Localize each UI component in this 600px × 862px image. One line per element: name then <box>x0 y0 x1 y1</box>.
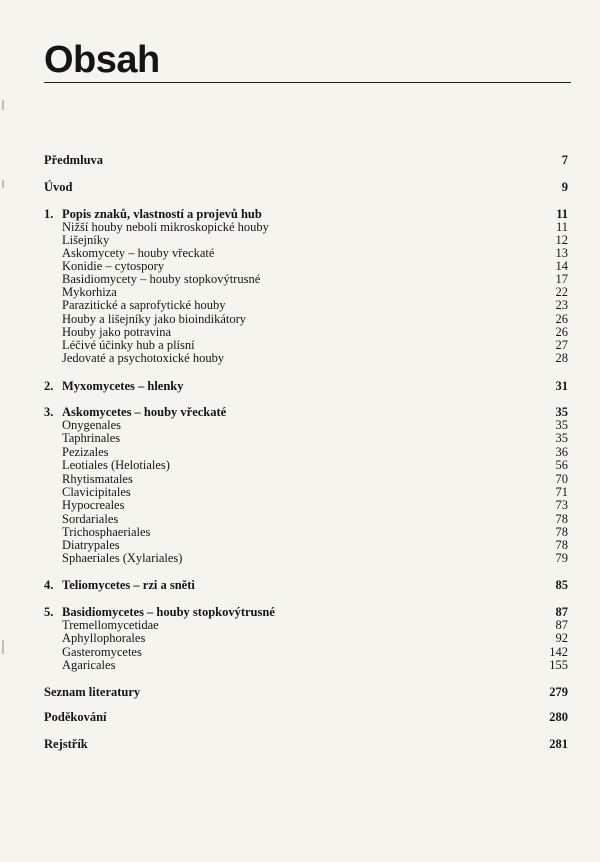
toc-entry-page: 17 <box>555 272 568 286</box>
toc-entry <box>44 207 568 221</box>
toc-entry-label: Trichosphaeriales <box>62 525 151 539</box>
toc-subentry <box>62 512 568 526</box>
toc-subentry <box>62 645 568 659</box>
toc-entry-label: Diatrypales <box>62 538 120 552</box>
toc-subentry <box>62 618 568 632</box>
toc-entry-page: 35 <box>555 431 568 445</box>
toc-entry-label: Leotiales (Helotiales) <box>62 458 170 472</box>
toc-entry <box>44 578 568 592</box>
toc-entry-page: 28 <box>555 351 568 365</box>
toc-entry-label: Agaricales <box>62 658 116 672</box>
toc-entry-label: Taphrinales <box>62 431 121 445</box>
toc-subentry <box>62 259 568 273</box>
page-title: Obsah <box>44 39 160 81</box>
toc-entry-number: 2. <box>44 379 54 393</box>
toc-entry-label: Poděkování <box>44 710 107 724</box>
toc-entry-page: 79 <box>555 551 568 565</box>
toc-entry <box>44 605 568 619</box>
scan-edge-mark <box>2 100 4 110</box>
toc-subentry <box>62 485 568 499</box>
toc-entry-page: 87 <box>555 605 568 619</box>
toc-subentry <box>62 220 568 234</box>
toc-entry-label: Gasteromycetes <box>62 645 142 659</box>
toc-entry-label: Hypocreales <box>62 498 125 512</box>
toc-entry-page: 78 <box>555 525 568 539</box>
toc-entry-page: 56 <box>555 458 568 472</box>
toc-entry-label: Tremellomycetidae <box>62 618 159 632</box>
toc-entry-page: 71 <box>555 485 568 499</box>
toc-entry-label: Parazitické a saprofytické houby <box>62 298 226 312</box>
toc-entry <box>44 737 568 751</box>
toc-subentry <box>62 233 568 247</box>
toc-entry-page: 31 <box>555 379 568 393</box>
toc-entry-page: 26 <box>555 312 568 326</box>
toc-entry-label: Popis znaků, vlastností a projevů hub <box>62 207 262 221</box>
toc-entry-label: Houby a lišejníky jako bioindikátory <box>62 312 247 326</box>
toc-subentry <box>62 272 568 286</box>
toc-entry <box>44 180 568 194</box>
toc-entry-page: 11 <box>555 220 568 234</box>
toc-entry <box>44 405 568 419</box>
toc-entry-page: 87 <box>555 618 568 632</box>
toc-entry-page: 73 <box>555 498 568 512</box>
toc-entry-label: Lišejníky <box>62 233 110 247</box>
toc-entry-page: 26 <box>555 325 568 339</box>
toc-subentry <box>62 312 568 326</box>
toc-subentry <box>62 325 568 339</box>
toc-entry-page: 27 <box>555 338 568 352</box>
toc-entry-page: 281 <box>549 737 568 751</box>
toc-subentry <box>62 418 568 432</box>
toc-entry-label: Nižší houby neboli mikroskopické houby <box>62 220 269 234</box>
toc-subentry <box>62 525 568 539</box>
toc-entry-page: 279 <box>549 685 568 699</box>
toc-entry-page: 23 <box>555 298 568 312</box>
toc-entry-label: Onygenales <box>62 418 122 432</box>
toc-entry-label: Mykorhiza <box>62 285 117 299</box>
toc-entry-page: 11 <box>556 207 568 221</box>
toc-entry-label: Jedovaté a psychotoxické houby <box>62 351 225 365</box>
toc-entry-label: Askomycetes – houby vřeckaté <box>62 405 227 419</box>
toc-entry-page: 78 <box>555 512 568 526</box>
toc-subentry <box>62 285 568 299</box>
toc-subentry <box>62 458 568 472</box>
toc-entry-label: Sordariales <box>62 512 119 526</box>
toc-entry-label: Askomycety – houby vřeckaté <box>62 246 215 260</box>
toc-entry-page: 7 <box>561 153 568 167</box>
toc-subentry <box>62 538 568 552</box>
toc-entry <box>44 710 568 724</box>
toc-entry-label: Seznam literatury <box>44 685 141 699</box>
toc-entry-page: 9 <box>561 180 568 194</box>
toc-entry-page: 85 <box>555 578 568 592</box>
toc-entry-number: 1. <box>44 207 54 221</box>
toc-entry-label: Teliomycetes – rzi a sněti <box>62 578 195 592</box>
toc-entry-label: Úvod <box>44 180 73 194</box>
toc-subentry <box>62 445 568 459</box>
toc-entry-number: 3. <box>44 405 54 419</box>
toc-entry-label: Rhytismatales <box>62 472 133 486</box>
toc-entry-label: Sphaeriales (Xylariales) <box>62 551 183 565</box>
title-rule <box>44 82 571 83</box>
toc-entry <box>44 153 568 167</box>
toc-entry-label: Aphyllophorales <box>62 631 146 645</box>
toc-entry-page: 155 <box>549 658 568 672</box>
toc-entry-label: Pezizales <box>62 445 109 459</box>
toc-entry <box>44 685 568 699</box>
toc-entry-page: 280 <box>549 710 568 724</box>
toc-entry-page: 13 <box>555 246 568 260</box>
toc-entry-page: 14 <box>555 259 568 273</box>
toc-subentry <box>62 351 568 365</box>
toc-entry-page: 142 <box>549 645 568 659</box>
toc-entry-label: Konidie – cytospory <box>62 259 165 273</box>
toc-subentry <box>62 498 568 512</box>
toc-entry-page: 22 <box>555 285 568 299</box>
toc-entry-page: 36 <box>555 445 568 459</box>
toc-entry-label: Rejstřík <box>44 737 88 751</box>
toc-entry-page: 70 <box>555 472 568 486</box>
toc-entry-label: Myxomycetes – hlenky <box>62 379 184 393</box>
toc-entry-page: 35 <box>555 418 568 432</box>
toc-entry <box>44 379 568 393</box>
toc-entry-label: Léčivé účinky hub a plísní <box>62 338 195 352</box>
toc-subentry <box>62 551 568 565</box>
scan-edge-mark <box>2 180 4 188</box>
toc-entry-label: Clavicipitales <box>62 485 131 499</box>
toc-entry-number: 5. <box>44 605 54 619</box>
toc-entry-label: Předmluva <box>44 153 104 167</box>
toc-subentry <box>62 472 568 486</box>
scan-edge-mark <box>2 640 4 654</box>
toc-subentry <box>62 246 568 260</box>
toc-entry-page: 92 <box>555 631 568 645</box>
toc-entry-page: 12 <box>555 233 568 247</box>
toc-subentry <box>62 298 568 312</box>
toc-entry-label: Houby jako potravina <box>62 325 172 339</box>
toc-entry-label: Basidiomycetes – houby stopkovýtrusné <box>62 605 275 619</box>
toc-entry-label: Basidiomycety – houby stopkovýtrusné <box>62 272 261 286</box>
toc-entry-page: 78 <box>555 538 568 552</box>
toc-entry-number: 4. <box>44 578 54 592</box>
toc-entry-page: 35 <box>555 405 568 419</box>
toc-subentry <box>62 631 568 645</box>
toc-subentry <box>62 431 568 445</box>
toc-subentry <box>62 338 568 352</box>
toc-subentry <box>62 658 568 672</box>
